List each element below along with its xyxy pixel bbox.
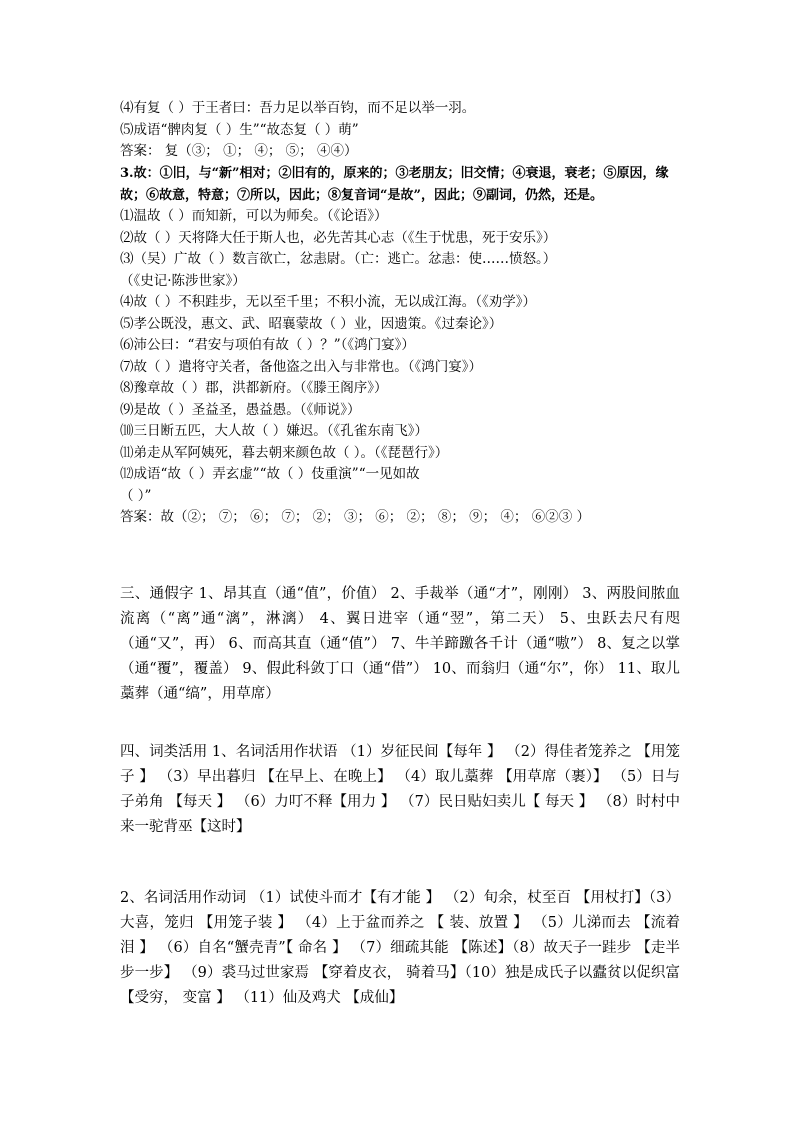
gu-item: ⑿成语“故（ ）弄玄虚”“故（ ）伎重演”“一见如故 xyxy=(120,466,420,482)
fu-item: ⑷有复（ ）于王者曰：吾力足以举百钧，而不足以举一羽。 xyxy=(120,100,476,116)
gu-item: ⑴温故（ ）而知新，可以为师矣。（《论语》） xyxy=(120,208,388,224)
gu-item: ⑵故（ ）天将降大任于斯人也，必先苦其心志（《生于忧患，死于安乐》） xyxy=(120,229,557,246)
gu-answer: 答案：故（②； ⑦； ⑥； ⑦； ②； ③； ⑥； ②； ⑧； ⑨； ④； ⑥②③ ） xyxy=(120,509,590,525)
section-four-two xyxy=(120,886,680,1011)
mingci-dongci-paragraph: 2、名词活用作动词 （1）试使斗而才【有才能 】 （2）旬余，杖至百 【用杖打】（3）大喜，笼归 【用笼子装 】 （4）上于盆而养之 【 装、放置 】 （5）儿涕而去 【流着泪 】 （6）自名“蟹壳青”【 命名 】 （7）细疏其能 【陈述】（8）故天子一跬步 【走半步一步】 （9）裘马过世家焉 【穿着皮衣， 骑着马】（10）独是成氏子以蠹贫以促织富【受穷， 变富 】 （11）仙及鸡犬 【成仙】 xyxy=(120,890,680,1006)
gu-item: ⑻豫章故（ ）郡，洪都新府。（《滕王阁序》） xyxy=(120,380,388,396)
section-three xyxy=(120,582,680,707)
cileihuoyong-paragraph: 四、词类活用 1、名词活用作状语 （1）岁征民间【每年 】 （2）得佳者笼养之 【用笼子 】 （3）早出暮归 【在早上、在晚上】 （4）取儿藁葬 【用草席（裹）】 （5）日与子弟角 【每天 】 （6）力叮不释【用力 】 （7）民日贴妇卖儿【 每天 】 （8）时村中来一驼背巫【这时】 xyxy=(120,744,680,835)
gu-item: ⑷故（ ）不积跬步，无以至千里；不积小流，无以成江海。（《劝学》） xyxy=(120,294,537,310)
fu-item: ⑸成语“髀肉复（ ）生”“故态复（ ）萌” xyxy=(120,121,359,138)
gu-item: （《史记·陈涉世家》） xyxy=(120,272,246,289)
gu-item: ⑹沛公曰：“君安与项伯有故（ ）？”（《鸿门宴》） xyxy=(120,337,415,353)
gu-item: ⑶（吴）广故（ ）数言欲亡，忿恚尉。（亡：逃亡。忿恚：使……愤怒。） xyxy=(120,251,557,267)
gu-item: ⑾弟走从军阿姨死，暮去朝来颜色故（ ）。（《琵琶行》） xyxy=(120,444,449,461)
gu-item: ⑸孝公既没，惠文、武、昭襄蒙故（ ）业，因遗策。《过秦论》） xyxy=(120,315,503,332)
gu-item: ⑺故（ ）遣将守关者，备他盗之出入与非常也。（《鸿门宴》） xyxy=(120,358,483,375)
section-four xyxy=(120,740,680,840)
tongjiazi-paragraph: 三、通假字 1、昂其直（通“值”，价值） 2、手裁举（通“才”，刚刚） 3、两股间脓血流离（“离”通“漓”，淋漓） 4、翼日进宰（通“翌”，第二天） 5、虫跃去尺有咫（通“又”，再） 6、而高其直（通“值”） 7、牛羊蹄躈各千计（通“嗷”） 8、复之以掌 （通“覆”，覆盖） 9、假此科敛丁口（通“借”） 10、而翁归（通“尔”，你） 11、取儿藁葬（通“缟”，用草席） xyxy=(120,586,680,702)
gu-item: （ ）” xyxy=(120,487,152,504)
gu-item: ⑽三日断五匹，大人故（ ）嫌迟。（《孔雀东南飞》） xyxy=(120,423,429,439)
gu-section xyxy=(120,163,680,529)
gu-item: ⑼是故（ ）圣益圣，愚益愚。（《师说》） xyxy=(120,401,361,418)
fu-section xyxy=(120,98,680,163)
fu-answer: 答案： 复（③； ①； ④； ⑤； ④④） xyxy=(120,143,358,159)
gu-definition: 3.故：①旧，与“新”相对；②旧有的，原来的；③老朋友；旧交情；④衰退，衰老；⑤原因，缘故；⑥故意，特意；⑦所以，因此；⑧复音词“是故”，因此；⑨副词，仍然，还是。 xyxy=(120,166,669,203)
